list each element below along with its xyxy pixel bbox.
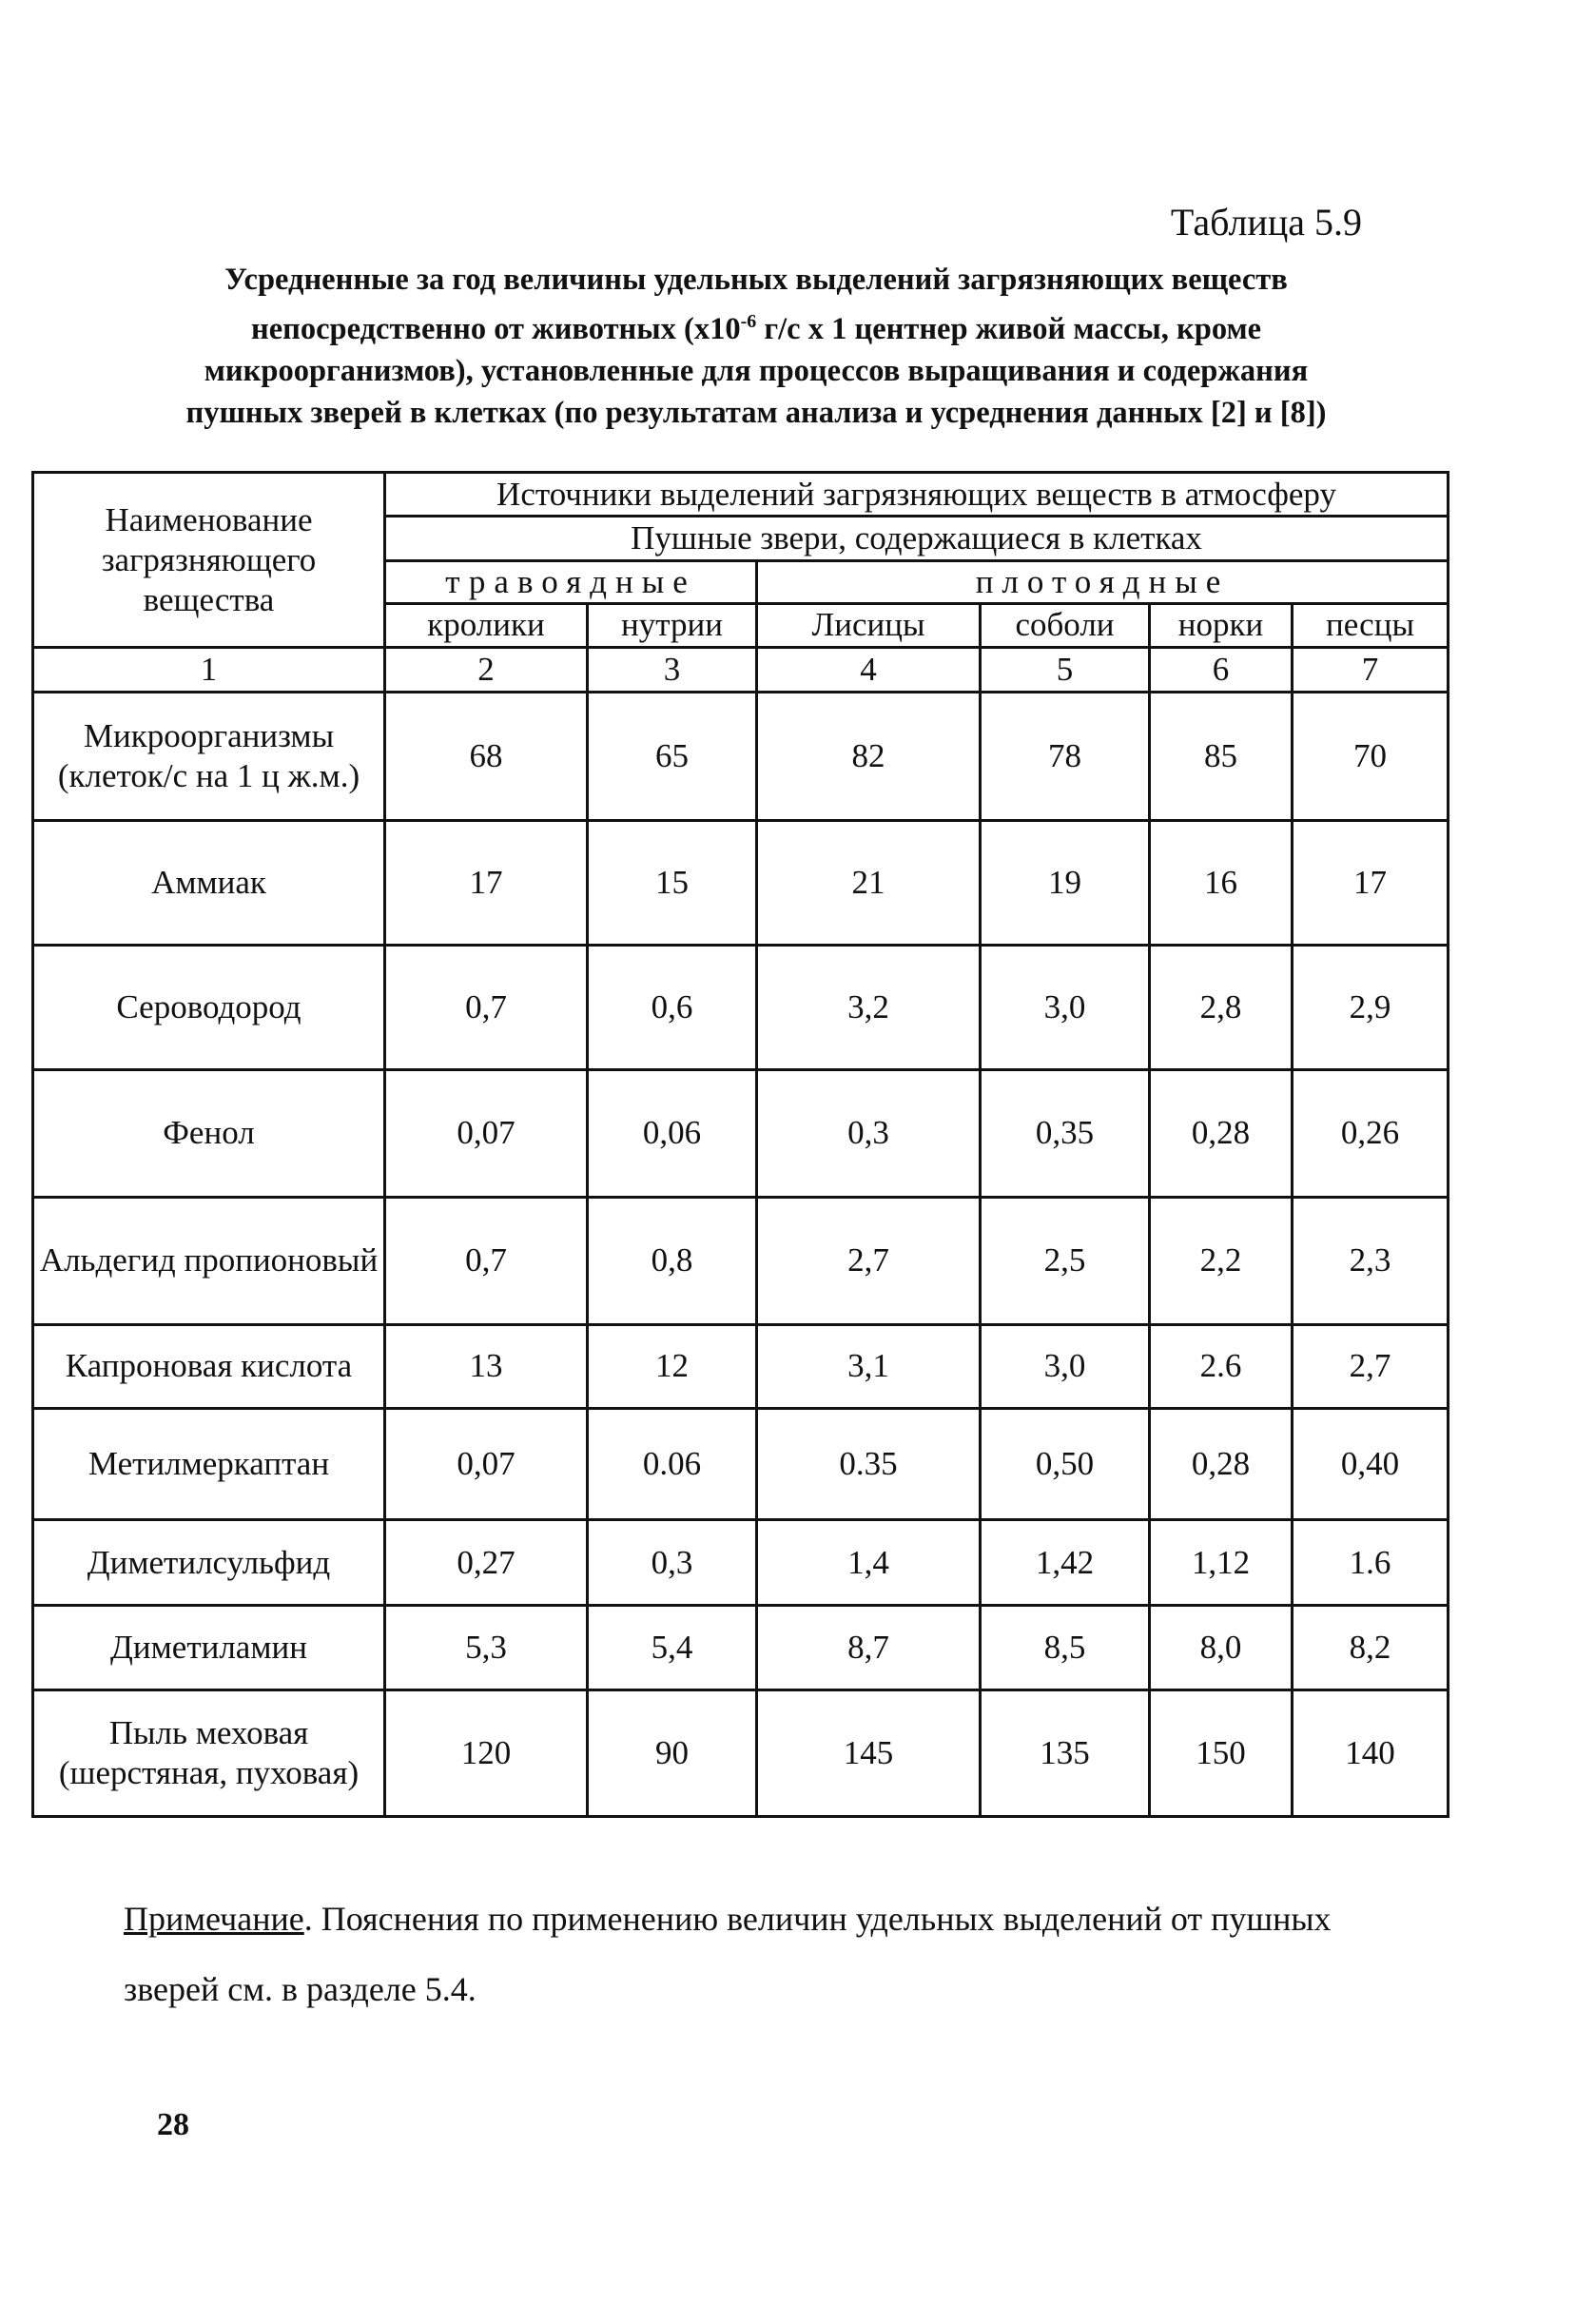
substance-name: Диметилсульфид [33,1519,385,1606]
value-cell: 0,50 [981,1409,1150,1520]
column-header: песцы [1293,603,1449,647]
value-cell: 2,9 [1293,946,1449,1070]
value-cell: 12 [588,1324,757,1409]
value-cell: 0,26 [1293,1069,1449,1197]
column-number: 6 [1150,648,1293,693]
header-animals: Пушные звери, содержащиеся в клетках [385,517,1449,560]
column-header: Лисицы [757,603,981,647]
value-cell: 0,06 [588,1069,757,1197]
value-cell: 16 [1150,821,1293,946]
value-cell: 1,4 [757,1519,981,1606]
value-cell: 0,8 [588,1197,757,1324]
substance-name: Аммиак [33,821,385,946]
value-cell: 0,6 [588,946,757,1070]
emissions-table [31,471,1449,1818]
value-cell: 21 [757,821,981,946]
value-cell: 1,42 [981,1519,1150,1606]
value-cell: 8,0 [1150,1606,1293,1690]
column-header: кролики [385,603,588,647]
value-cell: 2,7 [757,1197,981,1324]
table-row [33,1324,1449,1409]
column-number: 5 [981,648,1150,693]
value-cell: 0,27 [385,1519,588,1606]
value-cell: 1.6 [1293,1519,1449,1606]
substance-name: Метилмеркаптан [33,1409,385,1520]
value-cell: 2,5 [981,1197,1150,1324]
value-cell: 70 [1293,693,1449,821]
table-body [33,473,1449,1817]
value-cell: 68 [385,693,588,821]
column-header: соболи [981,603,1150,647]
substance-name: Диметиламин [33,1606,385,1690]
value-cell: 5,4 [588,1606,757,1690]
table-row [33,1197,1449,1324]
value-cell: 0,07 [385,1069,588,1197]
header-group-herbivores: травоядные [385,560,757,603]
column-number: 4 [757,648,981,693]
note-label: Примечание [124,1900,304,1938]
substance-name: Микроорганизмы (клеток/с на 1 ц ж.м.) [33,693,385,821]
value-cell: 82 [757,693,981,821]
header-sources: Источники выделений загрязняющих веществ в атмосферу [385,473,1449,517]
value-cell: 8,7 [757,1606,981,1690]
value-cell: 13 [385,1324,588,1409]
value-cell: 2,3 [1293,1197,1449,1324]
value-cell: 65 [588,693,757,821]
value-cell: 150 [1150,1690,1293,1817]
header-group-carnivores: плотоядные [757,560,1449,603]
value-cell: 0,3 [757,1069,981,1197]
value-cell: 0.06 [588,1409,757,1520]
column-header: нутрии [588,603,757,647]
value-cell: 120 [385,1690,588,1817]
value-cell: 3,0 [981,1324,1150,1409]
caption-exponent: -6 [740,311,757,332]
value-cell: 8,2 [1293,1606,1449,1690]
value-cell: 78 [981,693,1150,821]
caption-text-1: Усредненные за год величины удельных выделений загрязняющих веществ непосредственно от животных (х10 [224,263,1288,346]
value-cell: 15 [588,821,757,946]
value-cell: 90 [588,1690,757,1817]
note-text: . Пояснения по применению величин удельных выделений от пушных зверей см. в разделе 5.4. [124,1900,1332,2008]
table-caption [143,259,1370,434]
value-cell: 140 [1293,1690,1449,1817]
table-row [33,1069,1449,1197]
table-row [33,1519,1449,1606]
value-cell: 3,2 [757,946,981,1070]
column-header: норки [1150,603,1293,647]
caption-text-2: г/с х 1 центнер живой массы, кроме микроорганизмов), установленные для процессов выращивания и содержания пушных зверей в клетках (по результатам анализа и усреднения данных [2] и [8]) [185,311,1327,430]
value-cell: 0.35 [757,1409,981,1520]
column-number: 7 [1293,648,1449,693]
value-cell: 2.6 [1150,1324,1293,1409]
page-number: 28 [157,2107,189,2142]
table-label: Таблица 5.9 [1170,201,1362,244]
table-row [33,946,1449,1070]
value-cell: 1,12 [1150,1519,1293,1606]
value-cell: 2,7 [1293,1324,1449,1409]
value-cell: 2,2 [1150,1197,1293,1324]
value-cell: 0,3 [588,1519,757,1606]
substance-name: Капроновая кислота [33,1324,385,1409]
value-cell: 85 [1150,693,1293,821]
value-cell: 5,3 [385,1606,588,1690]
header-substance-name: Наименование загрязняющего вещества [33,473,385,648]
table-row [33,821,1449,946]
column-number: 1 [33,648,385,693]
note [124,1884,1408,2024]
table-row [33,693,1449,821]
value-cell: 0,28 [1150,1409,1293,1520]
table-row [33,1606,1449,1690]
value-cell: 17 [1293,821,1449,946]
table-row [33,1409,1449,1520]
column-number: 2 [385,648,588,693]
substance-name: Фенол [33,1069,385,1197]
column-number: 3 [588,648,757,693]
substance-name: Сероводород [33,946,385,1070]
value-cell: 0,7 [385,946,588,1070]
value-cell: 3,1 [757,1324,981,1409]
value-cell: 0,35 [981,1069,1150,1197]
value-cell: 8,5 [981,1606,1150,1690]
value-cell: 0,40 [1293,1409,1449,1520]
value-cell: 0,07 [385,1409,588,1520]
value-cell: 17 [385,821,588,946]
value-cell: 3,0 [981,946,1150,1070]
value-cell: 19 [981,821,1150,946]
value-cell: 145 [757,1690,981,1817]
value-cell: 0,7 [385,1197,588,1324]
value-cell: 2,8 [1150,946,1293,1070]
substance-name: Альдегид пропионовый [33,1197,385,1324]
table-row [33,1690,1449,1817]
value-cell: 0,28 [1150,1069,1293,1197]
substance-name: Пыль меховая (шерстяная, пуховая) [33,1690,385,1817]
value-cell: 135 [981,1690,1150,1817]
